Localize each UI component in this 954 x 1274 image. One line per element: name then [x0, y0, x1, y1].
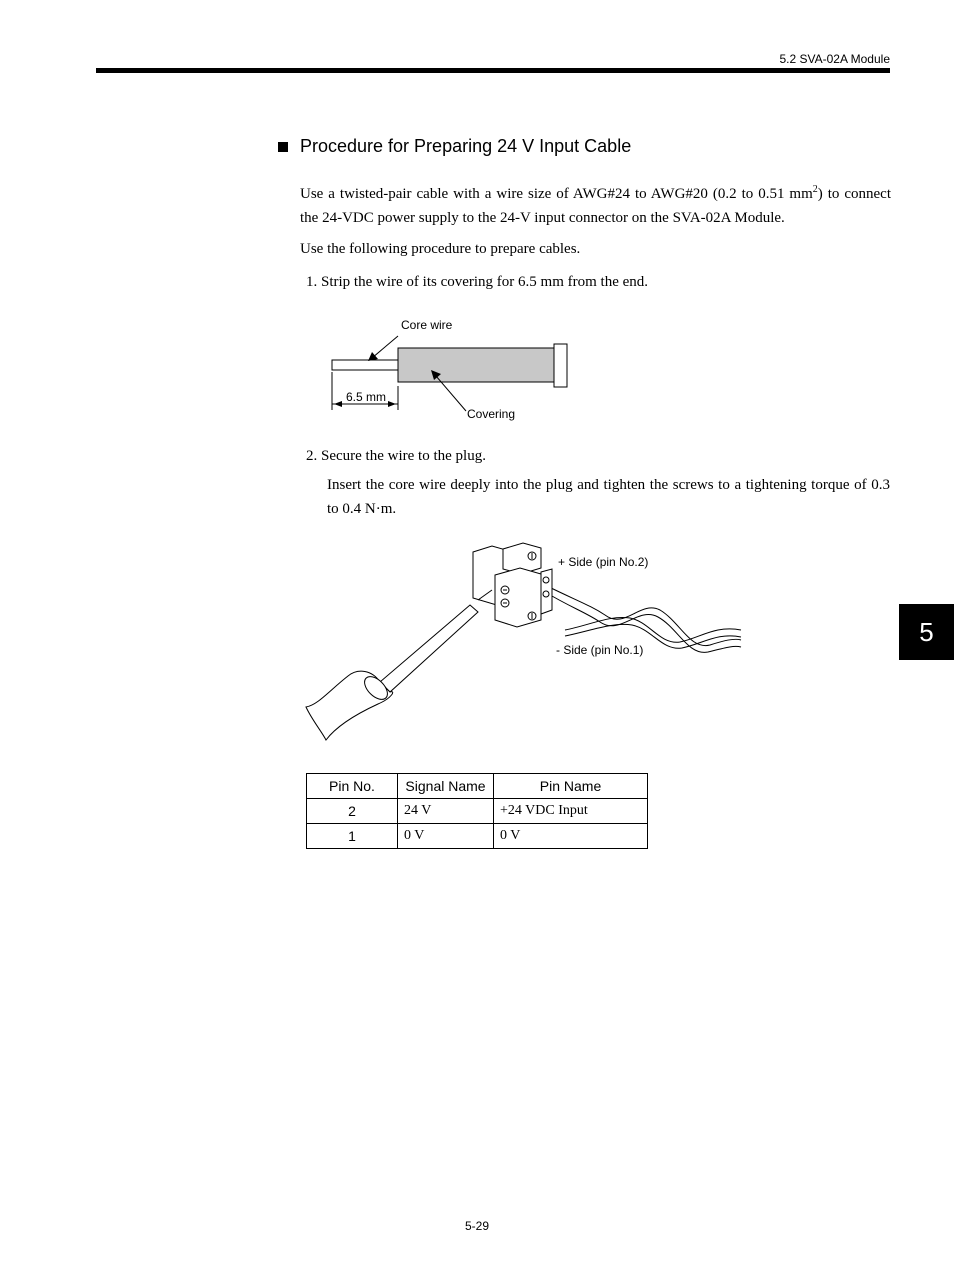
- screw-right-2-icon: [543, 591, 549, 597]
- plus-side-label: + Side (pin No.2): [558, 555, 649, 569]
- screwdriver-shaft: [380, 605, 478, 692]
- table-header-pin-name: Pin Name: [494, 774, 648, 799]
- step-1: 1. Strip the wire of its covering for 6.5 mm from the end.: [306, 274, 649, 290]
- procedure-intro: Use the following procedure to prepare cables.: [300, 241, 581, 257]
- chapter-tab: 5: [899, 604, 954, 660]
- pin-table: [306, 773, 648, 849]
- minus-side-label: - Side (pin No.1): [556, 643, 644, 657]
- table-cell-signal-name: 0 V: [398, 824, 494, 849]
- dimension-label: 6.5 mm: [346, 390, 387, 404]
- step-2: 2. Secure the wire to the plug.: [306, 448, 486, 464]
- core-wire-label: Core wire: [401, 318, 453, 332]
- table-header-signal-name: Signal Name: [398, 774, 494, 799]
- table-header-row: [307, 774, 648, 799]
- intro-text-part2: ) to connect the 24-VDC power supply to the 24-V input connector on the SVA-02A Module.: [300, 186, 891, 226]
- table-cell-pin-name: 0 V: [494, 824, 648, 849]
- page-number: 5-29: [464, 1219, 490, 1233]
- table-header-pin-no: Pin No.: [307, 774, 398, 799]
- running-header: 5.2 SVA-02A Module: [779, 52, 890, 66]
- step-2-detail: Insert the core wire deeply into the plug and tighten the screws to a tightening torque of 0.3 to 0.4 N·m.: [327, 477, 890, 517]
- table-cell-pin-name: +24 VDC Input: [494, 799, 648, 824]
- covering-label: Covering: [467, 407, 516, 421]
- intro-text-part1: Use a twisted-pair cable with a wire size of AWG#24 to AWG#20 (0.2 to 0.51 mm: [300, 186, 813, 202]
- section-title-text: Procedure for Preparing 24 V Input Cable: [300, 136, 632, 156]
- table-row: [307, 799, 648, 824]
- table-row: [307, 824, 648, 849]
- superscript: 2: [812, 184, 818, 195]
- screw-right-1-icon: [543, 577, 549, 583]
- table-cell-pin-no: 1: [307, 824, 398, 849]
- table-cell-signal-name: 24 V: [398, 799, 494, 824]
- table-cell-pin-no: 2: [307, 799, 398, 824]
